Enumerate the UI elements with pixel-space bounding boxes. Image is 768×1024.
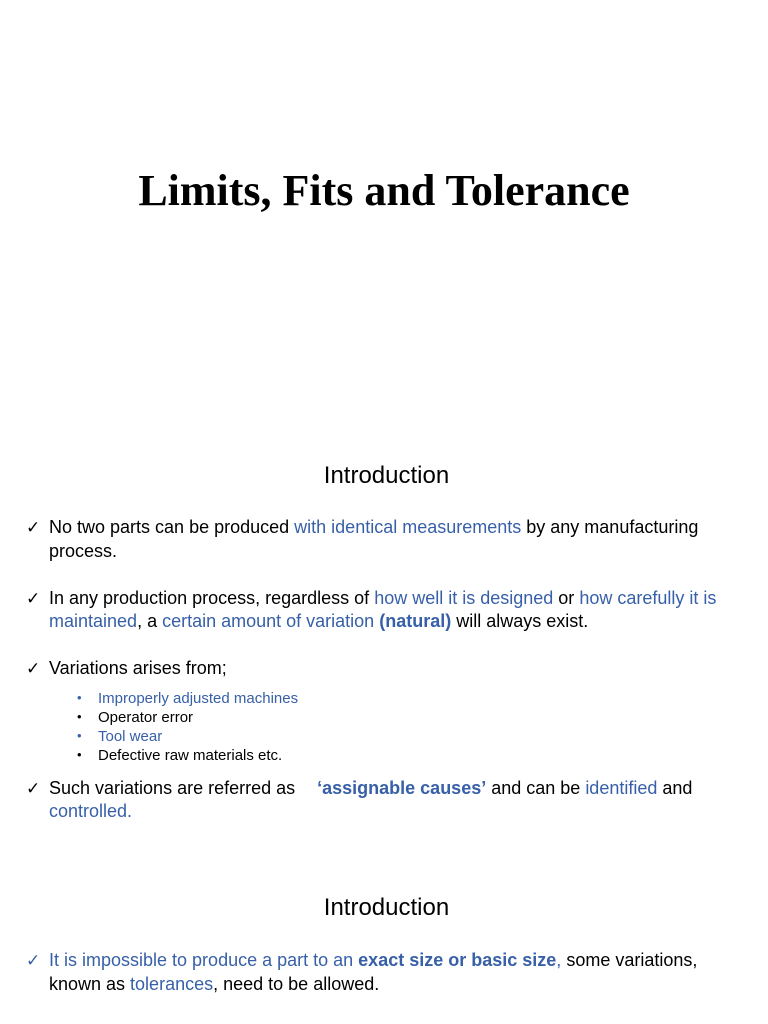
bullet-item [26, 587, 748, 634]
bullet-list [26, 949, 748, 1020]
text-segment: some variations, known as [49, 950, 698, 994]
bullet-item [26, 657, 748, 681]
text-segment: In any production process, regardless of [49, 587, 375, 608]
slide-heading: Introduction [323, 462, 450, 489]
sub-bullet-item [26, 708, 748, 727]
text-segment: , need to be allowed. [213, 973, 380, 994]
text-segment: No two parts can be produced [49, 517, 295, 537]
text-segment: ‘assignable causes’ [317, 777, 487, 798]
text-segment: It is impossible to produce a part to an [49, 950, 359, 970]
text-segment: (natural) [379, 611, 452, 631]
sub-bullet-text: Tool wear [98, 727, 163, 745]
text-segment: tolerances [130, 973, 214, 994]
sub-bullet-text: Defective raw materials etc. [98, 746, 283, 764]
text-segment: how carefully it is maintained [49, 587, 717, 631]
title-slide [0, 0, 768, 430]
sub-bullet-text: Improperly adjusted machines [98, 689, 299, 707]
text-segment: with identical measurements [294, 517, 522, 537]
bullet-text [49, 658, 227, 678]
text-segment: or [553, 587, 580, 608]
sub-bullet-item [26, 689, 748, 708]
checkmark-icon: ✓ [26, 518, 41, 537]
sub-bullet-item [26, 727, 748, 746]
bullet-dot-icon: • [77, 708, 82, 724]
text-segment: . [127, 801, 133, 821]
bullet-item [26, 777, 748, 824]
bullet-text [49, 778, 692, 822]
sub-bullet-item [26, 746, 748, 765]
slide-heading: Introduction [323, 894, 450, 921]
checkmark-icon: ✓ [26, 951, 41, 970]
checkmark-icon: ✓ [26, 588, 41, 608]
text-segment: controlled [49, 801, 128, 821]
text-segment: how well it is designed [374, 587, 554, 608]
text-segment: will always exist. [451, 611, 589, 631]
sub-bullet-text: Operator error [98, 708, 194, 726]
bullet-dot-icon: • [77, 689, 82, 705]
text-segment: , a [137, 611, 163, 631]
bullet-item [26, 949, 748, 996]
bullet-dot-icon: • [77, 727, 82, 743]
checkmark-icon: ✓ [26, 778, 41, 798]
bullet-text [49, 517, 698, 561]
text-segment: by any manufacturing process. [49, 517, 699, 561]
bullet-dot-icon: • [77, 746, 82, 762]
text-segment: Variations arises from; [49, 658, 227, 678]
bullet-list [26, 516, 748, 847]
text-segment: and [657, 777, 693, 798]
text-segment: identified [585, 777, 658, 798]
checkmark-icon: ✓ [26, 659, 41, 678]
text-segment: and can be [486, 777, 586, 798]
text-segment: Such variations are referred as [49, 777, 296, 798]
introduction-slide-2 [0, 860, 768, 1024]
bullet-item [26, 516, 748, 563]
text-segment: exact size or basic size [358, 950, 557, 970]
bullet-text [49, 588, 716, 632]
text-segment: , [556, 950, 562, 970]
sub-bullet-list [26, 689, 748, 765]
bullet-text [49, 950, 697, 994]
introduction-slide-1 [0, 430, 768, 860]
text-segment: certain amount of variation [162, 611, 375, 631]
presentation-title: Limits, Fits and Tolerance [138, 166, 630, 215]
